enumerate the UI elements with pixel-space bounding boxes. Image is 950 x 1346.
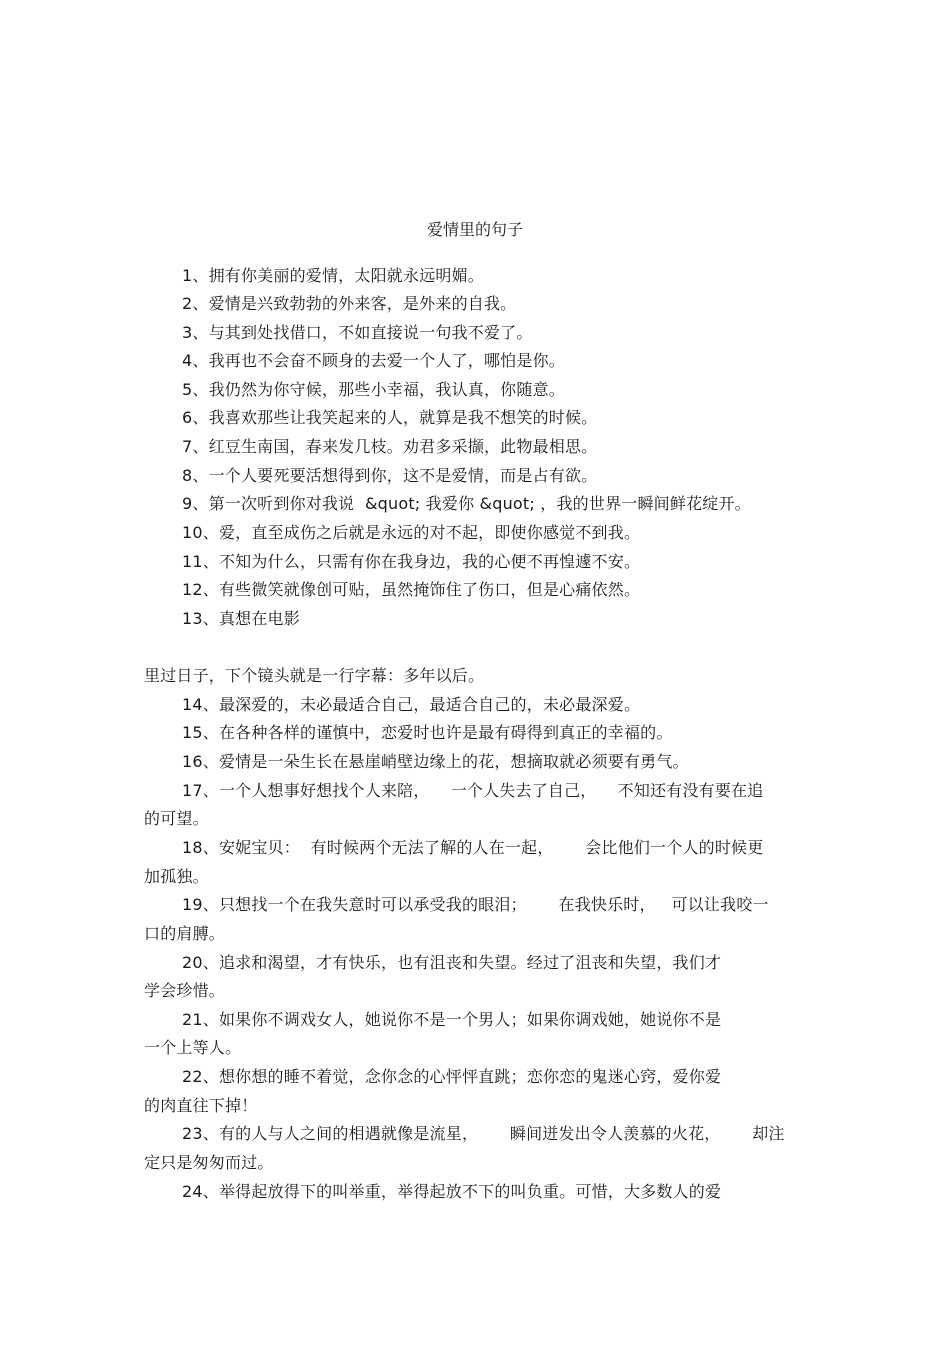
text-line: 3、与其到处找借口，不如直接说一句我不爱了。	[182, 323, 533, 342]
text-line: 18、安妮宝贝： 有时候两个无法了解的人在一起， 会比他们一个人的时候更	[182, 838, 764, 857]
text-line: 17、一个人想事好想找个人来陪， 一个人失去了自己， 不知还有没有要在追	[182, 781, 764, 800]
text-line: 21、如果你不调戏女人，她说你不是一个男人；如果你调戏她，她说你不是	[182, 1010, 722, 1029]
text-line: 14、最深爱的，未必最适合自己，最适合自己的，未必最深爱。	[182, 695, 641, 714]
text-line: 2、爱情是兴致勃勃的外来客，是外来的自我。	[182, 294, 517, 313]
text-line: 15、在各种各样的谨慎中，恋爱时也许是最有碍得到真正的幸福的。	[182, 723, 673, 742]
document-title: 爱情里的句子	[426, 220, 523, 239]
text-line: 1、拥有你美丽的爱情，太阳就永远明媚。	[182, 266, 484, 285]
text-line: 口的肩膊。	[144, 924, 226, 943]
text-line: 7、红豆生南国，春来发几枝。劝君多采撷，此物最相思。	[182, 437, 598, 456]
text-line: 一个上等人。	[144, 1038, 242, 1057]
text-line: 学会珍惜。	[144, 981, 226, 1000]
text-line: 12、有些微笑就像创可贴，虽然掩饰住了伤口，但是心痛依然。	[182, 580, 641, 599]
text-line: 11、不知为什么，只需有你在我身边，我的心便不再惶遽不安。	[182, 552, 641, 571]
text-line: 加孤独。	[144, 867, 209, 886]
text-line: 22、想你想的睡不着觉，念你念的心怦怦直跳；恋你恋的鬼迷心窍，爱你爱	[182, 1067, 722, 1086]
text-line: 里过日子，下个镜头就是一行字幕：多年以后。	[144, 666, 485, 685]
text-line: 9、第一次听到你对我说 &quot; 我爱你 &quot; ，我的世界一瞬间鲜花绽开。	[182, 494, 751, 513]
text-line: 5、我仍然为你守候，那些小幸福，我认真，你随意。	[182, 380, 565, 399]
text-line: 20、追求和渴望，才有快乐，也有沮丧和失望。经过了沮丧和失望，我们才	[182, 953, 722, 972]
text-line: 13、真想在电影	[182, 609, 300, 628]
text-line: 定只是匆匆而过。	[144, 1153, 274, 1172]
text-line: 6、我喜欢那些让我笑起来的人，就算是我不想笑的时候。	[182, 408, 598, 427]
text-line: 10、爱，直至成伤之后就是永远的对不起，即使你感觉不到我。	[182, 523, 641, 542]
text-line: 16、爱情是一朵生长在悬崖峭壁边缘上的花，想摘取就必须要有勇气。	[182, 752, 689, 771]
text-line: 4、我再也不会奋不顾身的去爱一个人了，哪怕是你。	[182, 351, 565, 370]
text-line: 的可望。	[144, 809, 209, 828]
text-line: 8、一个人要死要活想得到你，这不是爱情，而是占有欲。	[182, 466, 598, 485]
text-line: 19、只想找一个在我失意时可以承受我的眼泪； 在我快乐时， 可以让我咬一	[182, 895, 769, 914]
text-line: 23、有的人与人之间的相遇就像是流星， 瞬间迸发出令人羡慕的火花， 却注	[182, 1124, 785, 1143]
text-line: 的肉直往下掉！	[144, 1096, 258, 1115]
text-line: 24、举得起放得下的叫举重，举得起放不下的叫负重。可惜，大多数人的爱	[182, 1182, 722, 1201]
